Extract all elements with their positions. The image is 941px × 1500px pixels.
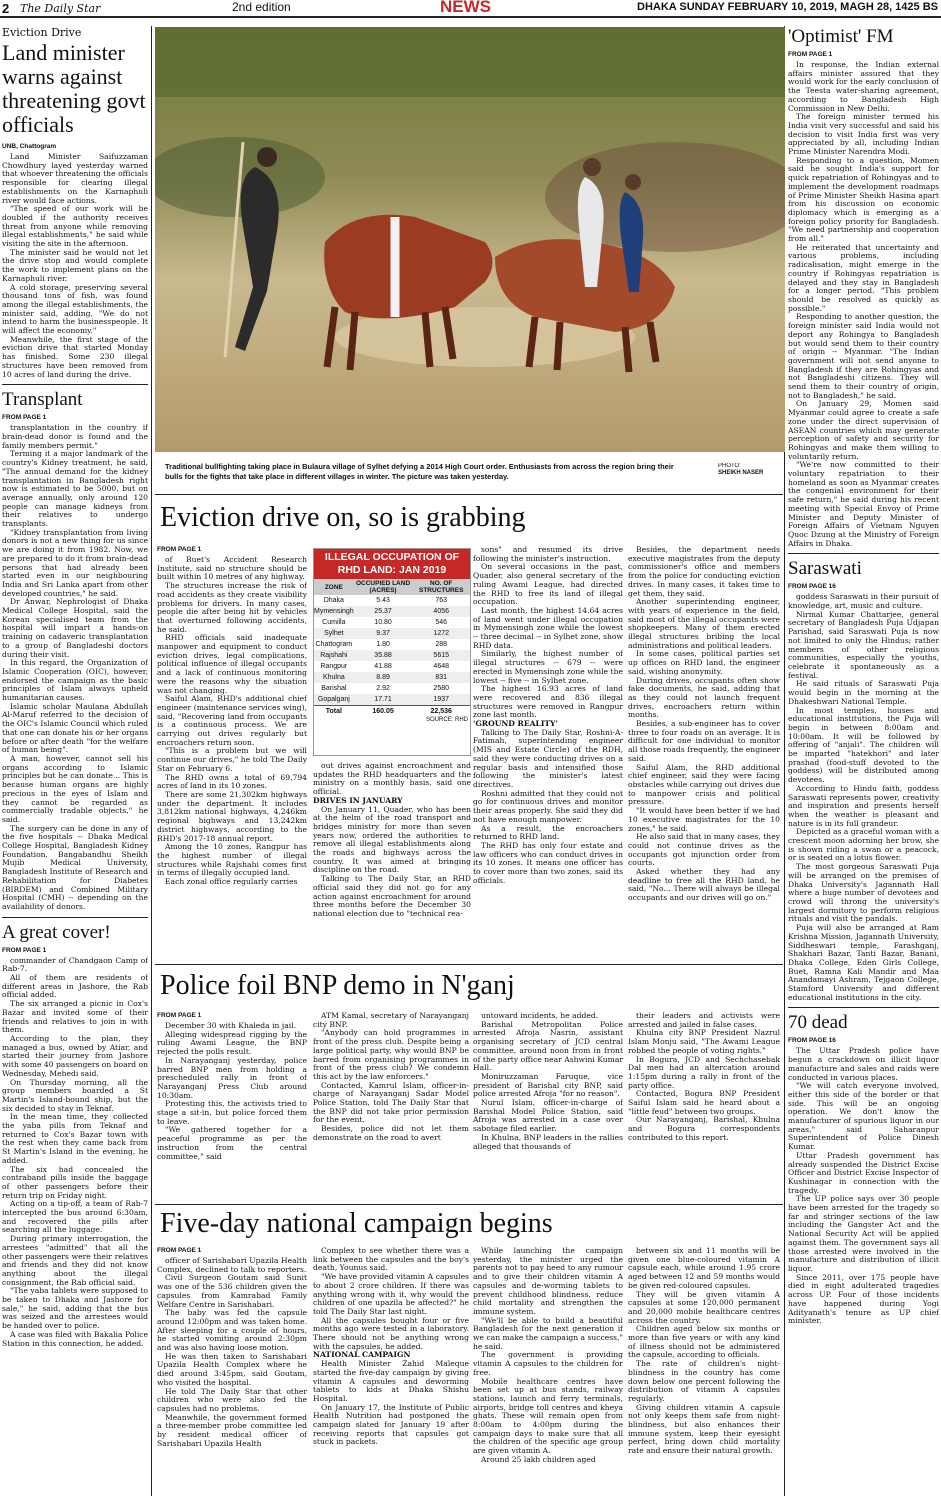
table-cell: 5.43: [376, 597, 390, 604]
paragraph: sons" and resumed its drive following the minister's instruction.: [473, 546, 623, 563]
paragraph: "The yaba tablets were supposed to be taken to Dhaka and Jashore for sale," he said, adding that the bus was seized and the arrestees would be handed over to police.: [2, 1286, 148, 1331]
table-row: [314, 606, 470, 617]
paragraph: Our Narayanganj, Barishal, Khulna and Bogura correspondents contributed to this report.: [628, 1115, 780, 1142]
paragraph: The highest 16.93 acres of land were recovered and 836 illegal structures were removed in Rangpur zone last month.: [473, 684, 623, 720]
paragraph: The six had concealed the contraband pills inside the baggage of other passengers before their return trip on Friday night.: [2, 1164, 148, 1200]
subhead: DRIVES IN JANUARY: [313, 795, 403, 805]
paragraph: In some cases, political parties set up offices on RHD land, the engineer said, wishing anonymity.: [628, 649, 780, 676]
table-cell: 2.92: [376, 685, 390, 692]
column-rule: [151, 26, 152, 1496]
paragraph: The Uttar Pradesh police have begun a crackdown on illicit liquor manufacture and sales and raids were conducted in various places.: [788, 1046, 939, 1082]
table-cell: 10.80: [374, 619, 392, 626]
story-headline: Land minister warns against threatening govt officials: [2, 40, 146, 137]
story-jump: FROM PAGE 1: [157, 1012, 202, 1019]
table-title: ILLEGAL OCCUPATION OF RHD LAND: JAN 2019: [314, 549, 470, 579]
paragraph: All the capsules bought four or five months ago were tested in a laboratory. There should not be anything wrong with the capsules, he added.: [313, 1315, 469, 1351]
table-cell: Chattogram: [315, 641, 353, 648]
story-kicker: Eviction Drive: [2, 26, 82, 39]
paragraph: "We have provided vitamin A capsules to about 2 crore children. If there was anything wrong with it, why would the children of one upazila be affected?" he told The Daily Star last night.: [313, 1272, 469, 1316]
table-row: [314, 672, 470, 683]
paragraph: transplantation in the country if brain-dead donor is found and the family members permit.": [2, 423, 148, 450]
story-body: [157, 556, 307, 887]
story-column: [628, 1012, 780, 1200]
newspaper-logo: The Daily Star: [20, 2, 101, 15]
paragraph: Meanwhile, the first stage of the eviction drive that started Monday has finished. Some 230 illegal structures have been removed from 10 acres of land during the drive.: [2, 334, 148, 379]
section-label: NEWS: [440, 0, 491, 16]
table-cell: Khulna: [314, 672, 354, 683]
paragraph: Health Minister Zahid Maleque started the five-day campaign by giving vitamin A capsules and deworming tablets to kids at Dhaka Shishu Hospital.: [313, 1359, 469, 1403]
paragraph: RHD officials said inadequate manpower and equipment to conduct eviction drives, legal complications, political influence of illegal occupants and a lack of continuous monitoring were the reasons why the situation was not changing.: [157, 633, 307, 695]
story-body: [788, 593, 939, 1002]
paragraph: While launching the campaign yesterday, the minister urged the parents not to pay heed to any rumour and to give their children vitamin A capsules and de-worming tablets to prevent childhood blindness, reduce child mortality and strengthen the immune system.: [473, 1247, 623, 1316]
paragraph: Protesting this, the activists tried to stage a sit-in, but police forced them to leave.: [157, 1099, 307, 1126]
table-cell: 35.88: [354, 650, 413, 661]
table-row: [314, 661, 470, 672]
story-headline: Police foil BNP demo in N'ganj: [160, 970, 515, 1001]
photo-credit-label: PHOTO:: [718, 463, 741, 469]
story-column: [628, 546, 780, 956]
table-cell: 8.89: [354, 672, 413, 683]
paragraph: The rate of children's night-blindness in the country has come down below one percent following the distribution of vitamin A capsules regularly.: [628, 1359, 780, 1403]
table-cell: 1937: [412, 694, 470, 706]
paragraph: Talking to The Daily Star, Roshni-A-Fatimah, superintending engineer (MIS and Estate Circle) of the RDH, said they were conducting drives on a regular basis and intensified those following the minister's latest directives.: [473, 727, 623, 789]
paragraph: "Kidney transplantation from living donors is not a new thing for us since we are doing it from 1982. Now, we are prepared to do it from brain-dead persons that had already been started even in our neighbouring India and Sri Lanka apart from other developed countries," he said.: [2, 527, 148, 598]
table-row: [314, 639, 470, 650]
table-cell: 2580: [433, 685, 449, 692]
paragraph: Land Minister Saifuzzaman Chowdhury layed yesterday warned that whoever threatening the officials responsible for clearing illegal establishments on the Karnaphuli river would face actions.: [2, 152, 148, 205]
paragraph: The foreign minister termed his India visit very successful and said his decision to visit India first was very appreciated by all, including Indian Prime Minister Narendra Modi.: [788, 112, 939, 157]
table-cell: Cumilla: [322, 619, 346, 626]
paragraph: Last month, the highest 14.64 acres of land went under illegal occupation in Mymensingh zone while the lowest -- three decimal -- in Sylhet zone, show RHD data.: [473, 605, 623, 650]
paragraph: Saiful Alam, RHD's additional chief engineer (maintenance services wing), said, "Recovering land from occupants is a continuous process. We are carrying out drives regularly but encroachers return soon.: [157, 694, 307, 747]
divider: [788, 553, 939, 554]
paragraph: Contacted, Bogura BNP President Saiful Islam said he heard about a "little feud" between two groups.: [628, 1089, 780, 1116]
story-headline: Transplant: [2, 389, 83, 411]
paragraph: There are some 21,302km highways under the department. It includes 3,812km national highways, 4,246km regional highways and 13,242km district highways, according to the RHD's 2017-18 annual report.: [157, 789, 307, 843]
table-total-row: [314, 706, 470, 718]
story-jump: FROM PAGE 16: [788, 583, 836, 591]
paragraph: their leaders and activists were arrested and jailed in false cases.: [628, 1012, 780, 1029]
table-cell: Gopalganj: [314, 694, 354, 706]
story-body: [788, 61, 939, 548]
paragraph: "We're now committed to their voluntary repatriation to their homeland as soon as Myanmar creates the congenial environment for their safe return," he said during his recent meeting with Special Envoy of Prime Minister and Deputy Minister of Foreign Affairs of Vietnam Nguyen Quoc Dzung at the Ministry of Foreign Affairs in Dhaka.: [788, 460, 939, 548]
paragraph: Depicted as a graceful woman with a crescent moon adorning her brow, she is shown riding a swan or a peacock, or is seated on a lotus flower.: [788, 827, 939, 863]
story-headline: Saraswati: [788, 558, 862, 580]
paragraph: Another superintending engineer, with years of experience in the field, said most of the illegal occupants were shopkeepers. Many of them erected illegal structures bribing the local administrations and political leaders.: [628, 597, 780, 650]
paragraph: of Buet's Accident Research Institute, said no structure should be built within 10 metres of any highway.: [157, 555, 307, 582]
paragraph: Responding to another question, the foreign minister said India would not deport any Rohingya to Bangladesh but would send them to their country of origin -- Myanmar. "The Indian government will not send anyone to Bangladesh if they are Rohingyas and not Bangladeshi citizens. They will send them to their country of origin, not to Bangladesh," he said.: [788, 312, 939, 400]
paragraph: goddess Saraswati in their pursuit of knowledge, art, music and culture.: [788, 592, 939, 611]
table-row: [314, 595, 470, 606]
paragraph: Roshni admitted that they could not go for continuous drives and monitor their areas properly. She said they did not have enough manpower.: [473, 788, 623, 824]
paragraph: commander of Chandgaon Camp of Rab-7.: [2, 955, 148, 974]
paragraph: On January 29, Momen said Myanmar could agree to create a safe zone under the direct supervision of ASEAN countries which may generate perception of safety and security for Rohingyas and make them willing to voluntarily return.: [788, 399, 939, 461]
divider: [788, 1007, 939, 1008]
table-row: [314, 617, 470, 628]
paragraph: Alleging widespread rigging by the ruling Awami League, the BNP rejected the polls result.: [157, 1029, 307, 1057]
paragraph: Puja will also be arranged at Ram Krishna Mission, Jagannath University, Siddheswari temple, Farashganj, Shakhari Bazar, Tanti Bazar, Banani, Dhaka College, Eden Girls College, Buet, Ramna Kali Mandir and Maa Anandamayi Ashram, Tejgaon College, Stamford University and different educational institutions in the city.: [788, 923, 939, 1002]
story-body: [313, 1360, 469, 1447]
story-body: [2, 424, 148, 911]
paragraph: Children aged below six months or more than five years or with any kind of illness should not be administered the capsule, according to officials.: [628, 1324, 780, 1360]
paragraph: Uttar Pradesh government has already suspended the District Excise Officer and District Excise Inspector of Kushinagar in connection with the tragedy.: [788, 1150, 939, 1195]
story-jump: FROM PAGE 1: [157, 1247, 202, 1254]
story-body: [628, 1247, 780, 1456]
paragraph: Besides, police did not let them demonstrate on the road to avert: [313, 1124, 469, 1142]
story-headline: A great cover!: [2, 921, 111, 943]
story-column: [157, 1012, 307, 1200]
table-cell: 22,536: [412, 706, 470, 718]
story-column: [313, 1012, 469, 1200]
paragraph: Among the 10 zones, Rangpur has the highest number of illegal structures while Rajshahi comes first in terms of illegally occupied land.: [157, 842, 307, 878]
story-body: [473, 1012, 623, 1151]
paragraph: In the mean time, they collected the yaba pills from Teknaf and returned to Cox's Bazar town with the rest when they came back from St Martin's Island in the evening, he added.: [2, 1112, 148, 1165]
photo-credit: [718, 463, 763, 477]
paragraph: He reiterated that uncertainty and various problems, including radicalisation, might emerge in the country if Rohingyas repatriation is delayed and they stay in Bangladesh for a longer period. "This problem should be resolved as quickly as possible.": [788, 242, 939, 313]
paragraph: between six and 11 months will be given one blue-coloured vitamin A capsule each, while around 1.95 crore aged between 12 and 59 months would be given red-coloured capsules.: [628, 1247, 780, 1290]
table-cell: Total: [314, 706, 354, 718]
paragraph: Moniruzzaman Faruque, vice president of Barishal city BNP, said police arrested Afroja "for no reason".: [473, 1071, 623, 1099]
paragraph: The UP police says over 30 people have been arrested for the tragedy so far and stringer sections of the law including the Gangster Act and the National Security Act will be applied against them. The government says all those arrested were involved in the manufacture and distribution of illicit liquor.: [788, 1194, 939, 1273]
table-cell: 25.37: [354, 606, 413, 617]
paragraph: Giving children vitamin A capsule not only keeps them safe from night-blindness, but also enhances their immune system, keep their eyesight perfect, bring down child mortality rate and ensure their natural growth.: [628, 1402, 780, 1456]
paragraph: He said rituals of Saraswati Puja would begin in the morning at the Dhakeshwari National Temple.: [788, 679, 939, 706]
table-cell: 9.37: [354, 628, 413, 639]
table-cell: Rangpur: [320, 663, 348, 670]
paragraph: Nirmal Kumar Chattarjee, general secretary of Bangladesh Puja Udjapan Parishad, said Saraswati Puja is now not limited to only the Hindus; rather members of other religious communities, especially the youths, celebrate it spontaneously as a festival.: [788, 609, 939, 680]
paragraph: They will be given vitamin A capsules at some 120,000 permanent and 20,000 mobile healthcare centres across the country.: [628, 1289, 780, 1325]
story-jump: FROM PAGE 1: [2, 414, 47, 422]
paragraph: The surgery can be done in any of the five hospitals -- Dhaka Medical College Hospital, Bangladesh Kidney Foundation, Bangabandhu Sheikh Mujib Medical University, Bangladesh Institute of Research and Rehabilitation for Diabetes (BIRDEM) and Combined Military Hospital (CMH) -- depending on the availability of donors.: [2, 823, 148, 911]
story-column: [473, 1012, 623, 1200]
story-body: [2, 957, 148, 1349]
paragraph: In Narayanganj yesterday, police barred BNP men from holding a prescheduled rally in front of Narayanganj Press Club around 10:30am.: [157, 1055, 307, 1100]
table-cell: Rajshahi: [314, 650, 354, 661]
paragraph: The six arranged a picnic in Cox's Bazar and invited some of their friends and relatives to join in with them.: [2, 999, 148, 1035]
paragraph: "We will catch everyone involved, either this side of the border or that side. This will be an ongoing operation. We don't know the manufacturer of spurious liquor in our areas," said Saharanpur Superintendent of Police Dinesh Kumar.: [788, 1081, 939, 1152]
paragraph: Besides, a sub-engineer has to cover three to four roads on an average. It is difficult for one individual to monitor all those roads frequently, the engineer said.: [628, 719, 780, 763]
story-body: [313, 1012, 469, 1143]
paragraph: The RHD has only four estate and law officers who can conduct drives in its 10 zones. It means one officer has to cover more than two zones, said its officials.: [473, 840, 623, 885]
photo-credit-name: SHEIKH NASER: [718, 470, 764, 476]
story-headline: 'Optimist' FM: [788, 26, 894, 47]
paragraph: In Khulna, BNP leaders in the rallies alleged that thousands of: [473, 1132, 623, 1151]
table-cell: 1272: [412, 628, 470, 639]
paragraph: According to the plan, they managed a bus, owned by Atiar, and started their journey from Jashore with some 40 passengers on board on Wednesday, Mehedi said.: [2, 1033, 148, 1078]
paragraph: The minister said he would not let the drive stop and would complete the work to implement plans on the Karnaphuli river.: [2, 247, 148, 283]
divider: [2, 384, 148, 385]
paragraph: The baby was fed the capsule around 12:00pm and was taken home. After sleeping for a couple of hours, he started vomiting around 2:30pm and was also having loose motion.: [157, 1308, 307, 1353]
paragraph: December 30 with Khaleda in jail.: [165, 1021, 296, 1030]
story-body: [313, 762, 471, 797]
paragraph: Similarly, the highest number of illegal structures -- 679 -- were erected in Mymensingh zone while the lowest -- five -- in Sylhet zone.: [473, 649, 623, 685]
table-cell: 4648: [433, 663, 449, 670]
paragraph: "This is a problem but we will continue our drives," he told The Daily Star on February 6.: [157, 746, 307, 773]
paragraph: A cold storage, preserving several thousand tons of fish, was found among the illegal establishments, the minister said, adding, "We do not intend to harm the businesspeople. It will affect the economy.": [2, 282, 148, 336]
paragraph: Dr Anwar, Nephrologist of Dhaka Medical College Hospital, said the Korean specialised team from the hospital will impart a hands-on training on cadaveric transplantation to a group of Bangladeshi doctors during their visit.: [2, 597, 148, 659]
story-body: [628, 546, 780, 903]
paragraph: ATM Kamal, secretary of Narayanganj city BNP.: [313, 1012, 469, 1029]
story-body: [313, 806, 471, 919]
paragraph: Responding to a question, Momen said he sought India's support for quick repatriation of Rohingyas and to implement the development roadmaps of Prime Minister Sheikh Hasina apart from his discussion on economic diplomacy which is emerging as a foreign policy priority for Bangladesh. "We need partnership and cooperation from all.": [788, 155, 939, 244]
paragraph: Complex to see whether there was a link between the capsules and the boy's death, Younus said.: [313, 1247, 469, 1273]
paragraph: The government is providing vitamin A capsules to the children for free.: [473, 1350, 623, 1377]
story-column: [157, 546, 307, 956]
page-number: 2: [2, 1, 10, 16]
bullfight-photo: [155, 27, 785, 452]
paragraph: He was then taken to Sarishabari Upazila Health Complex where he died around 3:45pm, said Goutam, who visited the hospital.: [157, 1351, 307, 1387]
story-jump: FROM PAGE 1: [157, 546, 202, 553]
story-jump: FROM PAGE 16: [788, 1037, 836, 1045]
edition-label: 2nd edition: [232, 0, 291, 14]
paragraph: Civil Surgeon Goutam said Sunit was one of the 536 children given the capsules from Kamrabad Family Welfare Centre in Sarishabari.: [157, 1273, 307, 1309]
paragraph: On January 11, Quader, who has been at the helm of the road transport and bridges ministry for more than seven years now, ordered the authorities to remove all illegal establishments along the roads and highways across the country. It was aimed at bringing discipline on the road.: [313, 804, 471, 875]
paragraph: Khulna city BNP President Nazrul Islam Monju said, "The Awami League robbed the people of voting rights.": [628, 1028, 780, 1055]
table-cell: Sylhet: [314, 628, 354, 639]
paragraph: Contacted, Kamrul Islam, officer-in-charge of Narayanganj Sadar Model Police Station, told The Daily Star that the BNP did not take prior permission for the event.: [313, 1080, 469, 1125]
story-jump: FROM PAGE 1: [788, 51, 833, 58]
table-header-cell: ZONE: [314, 579, 354, 595]
table-header-cell: NO. OF STRUCTURES: [412, 579, 470, 595]
story-column: [473, 1247, 623, 1497]
table-header-cell: OCCUPIED LAND (ACRES): [354, 579, 413, 595]
divider: [155, 1204, 783, 1205]
story-body: [473, 546, 623, 720]
table-row: [314, 683, 470, 694]
paragraph: The RHD owns a total of 69,794 acres of land in its 10 zones.: [157, 772, 307, 791]
paragraph: Barishal Metropolitan Police arrested Afroja Nasrin, assistant organising secretary of JCD central committee, around noon from in front of the party office near Ashwini Kumar Hall.: [473, 1019, 623, 1073]
paragraph: Mobile healthcare centres have been set up at bus stands, railway stations, launch and ferry terminals, airports, bridge toll centres and kheya ghats. These will remain open from 8:00am to 4:00pm during the campaign days to make sure that all the children of the specific age group are given vitamin A.: [473, 1376, 623, 1456]
masthead-strip: [0, 0, 941, 18]
issue-date: DHAKA SUNDAY FEBRUARY 10, 2019, MAGH 28, 1425 BS: [637, 1, 938, 13]
paragraph: "We gathered together for a peaceful programme as per the instruction from the central committee," said: [157, 1125, 307, 1161]
paragraph: "The speed of our work will be doubled if the authority receives threat from anyone while removing illegal establishments," he said while visiting the site in the afternoon.: [2, 204, 148, 249]
paragraph: Asked whether they had any deadline to free all the RHD land, he said, "No... There will always be illegal occupants and our drives will go on.": [628, 867, 780, 903]
rhd-occupation-table: [313, 548, 471, 756]
story-body: [473, 729, 623, 886]
story-column: [473, 546, 623, 956]
paragraph: Acting on a tip-off, a team of Rab-7 intercepted the bus around 6:30am, and recovered the pills after searching all the luggage.: [2, 1199, 148, 1235]
story-column: [313, 762, 471, 958]
paragraph: officer of Sarishabari Upazila Health Complex, declined to talk to reporters.: [157, 1256, 307, 1274]
story-body: [628, 1012, 780, 1143]
paragraph: Islamic scholar Maulana Abdullah Al-Maruf referred to the decision of the OIC's Islamic Council which ruled that one can donate his or her organs before or after death "for the welfare of human being".: [2, 701, 148, 755]
subhead: 'GROUND REALITY': [473, 719, 558, 729]
paragraph: Around 25 lakh children aged: [481, 1454, 596, 1464]
story-headline: Eviction drive on, so is grabbing: [160, 502, 526, 533]
paragraph: The most gorgeous Saraswati Puja will be arranged on the premises of Dhaka University's Jagannath Hall where a huge number of devotees and crowd will throng the university's largest dormitory to perform religious rituals and visit the pandals.: [788, 862, 939, 924]
story-column: [628, 1247, 780, 1497]
paragraph: On Thursday morning, all the group members boarded a St Martin's Island-bound ship, but the six decided to stay in Teknaf.: [2, 1077, 148, 1113]
paragraph: Terming it a major landmark of the country's Kidney treatment, he said, "The annual demand for the kidney transplantation in Bangladesh right now is estimated to be 5000, but on average annually, only around 120 people can manage kidneys from their relatives to undergo transplants.: [2, 449, 148, 529]
paragraph: As a result, the encroachers returned to RHD land.: [473, 823, 623, 842]
paragraph: According to Hindu faith, goddess Saraswati represents power, creativity and inspiration and presents herself when the weather is pleasant and nature is in its full grandeur.: [788, 783, 939, 828]
left-column: [2, 26, 148, 1498]
story-body: [157, 1022, 307, 1161]
paragraph: Besides, the department needs executive magistrates from the deputy commissioner's office and members from the police for conducting eviction drives. In many cases, it takes time to get them, they said.: [628, 546, 780, 598]
bullfight-photo-illustration: [155, 27, 785, 452]
table-source: SOURCE: RHD: [425, 717, 468, 723]
paragraph: A man, however, cannot sell his organs according to Islamic principles but he can donate... This is because human organs are highly precious in the eyes of Islam and they cannot be regarded as commercially tradable objects," he said.: [2, 754, 148, 824]
paragraph: Meanwhile, the government formed a three-member probe committee led by resident medical officer of Sarishabari Upazila Health: [157, 1412, 307, 1448]
divider: [2, 917, 148, 918]
paragraph: "Anybody can hold programmes in front of the press club. Despite being a large political party, why would BNP be barred from organising programmes in front of the press club? We condemn this act by the law enforcers.": [313, 1028, 469, 1081]
paragraph: Nurul Islam, officer-in-charge of Barishal Model Police Station, said Afroja was arrested in a case over sabotage filed earlier.: [473, 1098, 623, 1134]
paragraph: In response, the Indian external affairs minister assured that they would work for the early conclusion of the Teesta water-sharing agreement, according to Bangladesh High Commission in New Delhi.: [788, 60, 939, 113]
table-row: [314, 650, 470, 661]
table-cell: 17.71: [354, 694, 413, 706]
table-cell: Dhaka: [323, 597, 344, 604]
divider: [155, 494, 783, 495]
photo-caption: Traditional bullfighting taking place in Bulaura village of Sylhet defying a 2014 High Court order. Enthusiasts from across the region bring their bulls for the fights that take place in different villages in winter. The picture was taken yesterday.: [165, 462, 674, 481]
table-row: [314, 628, 470, 639]
divider: [155, 964, 783, 965]
paragraph: Each zonal office regularly carries: [165, 877, 298, 887]
paragraph: During primary interrogation, the arrestees "admitted" that all the other passengers were their relatives and friends and they did not know anything about the illegal consignment, the Rab official said.: [2, 1234, 148, 1287]
table-cell: 288: [435, 641, 448, 648]
paragraph: Since 2011, over 175 people have died in eight adulterated tragedies across UP. Four of those incidents have happened during Yogi Adityanath's tenure as UP chief minister.: [788, 1272, 939, 1326]
table-cell: 4056: [412, 606, 470, 617]
story-body: [473, 1247, 623, 1465]
table-cell: 763: [435, 597, 448, 604]
paragraph: On several occasions in the past, Quader, also general secretary of the ruling Awami League, had directed the RHD to free its land of illegal occupation.: [473, 562, 623, 607]
paragraph: In this regard, the Organization of Islamic Cooperation (OIC), however, endorsed the campaign as the basic principles of Islam always upheld humanitarian causes.: [2, 658, 148, 703]
story-body: [157, 1257, 307, 1448]
story-body: [313, 1247, 469, 1351]
story-headline: Five-day national campaign begins: [160, 1208, 553, 1239]
table-cell: 5615: [412, 650, 470, 661]
paragraph: "It would have been better if we had 10 executive magistrates for the 10 zones," he said.: [628, 806, 780, 833]
story-headline: 70 dead: [788, 1012, 848, 1034]
story-jump: FROM PAGE 1: [2, 946, 47, 954]
subhead: NATIONAL CAMPAIGN: [313, 1350, 411, 1360]
right-column: [788, 26, 939, 1498]
paragraph: On January 17, the Institute of Public Health Nutrition had postponed the campaign slated for January 19 after receiving reports that capsules got stuck in packets.: [313, 1402, 469, 1447]
paragraph: untoward incidents, he added.: [481, 1012, 599, 1020]
paragraph: All of them are residents of different areas in Jashore, the Rab official added.: [2, 973, 148, 1000]
paragraph: "We'll be able to build a beautiful Bangladesh for the next generation if we can make the campaign a success," he said.: [473, 1315, 623, 1351]
paragraph: out drives against encroachment and updates the RHD headquarters and the ministry on a monthly basis, said one official.: [313, 762, 471, 797]
paragraph: During drives, occupants often show fake documents, he said, adding that as they could not launch frequent drives, encroachers return within months.: [628, 675, 780, 720]
story-byline: UNB, Chattogram: [2, 143, 57, 150]
table-cell: 831: [412, 672, 470, 683]
paragraph: A case was filed with Bakalia Police Station in this connection, he added.: [2, 1329, 148, 1348]
table-row: [314, 694, 470, 706]
table-cell: 160.05: [354, 706, 413, 718]
paragraph: Talking to The Daily Star, an RHD official said they did not go for any action against encroachment for around three months before the December 30 national election due to "technical rea-: [313, 874, 471, 918]
table-cell: Mymensingh: [314, 608, 354, 615]
paragraph: Saiful Alam, the RHD additional chief engineer, said they were facing obstacles while carrying out drives due to manpower crisis and political pressure.: [628, 762, 780, 807]
table-cell: Barishal: [321, 685, 347, 692]
paragraph: In most temples, houses and educational institutions, the Puja will begin in between 8:00am and 10:00am. It will be followed by offering of "anjali". The children will be imparted "hatekhori" and later prashad (food-stuff devoted to the goddess) will be distributed among devotees.: [788, 705, 939, 785]
paragraph: In Bogura, JCD and Sechchasebak Dal men had an altercation around 1:15pm during a rally in front of the party office.: [628, 1054, 780, 1090]
paragraph: He also said that in many cases, they could not continue drives as the occupants got injunction order from courts.: [628, 832, 780, 868]
paragraph: The structures increase the risk of road accidents as they create visibility problems for drivers. In many cases, people die after being hit by vehicles that overturned following accidents, he said.: [157, 581, 307, 634]
story-body: [788, 1047, 939, 1326]
story-body: [2, 153, 148, 379]
story-column: [157, 1247, 307, 1497]
occupation-table: [314, 579, 470, 717]
table-cell: 41.88: [374, 663, 392, 670]
story-column: [313, 1247, 469, 1497]
paragraph: He told The Daily Star that other children who were also fed the capsules had no problems.: [157, 1386, 307, 1413]
table-cell: 1.80: [376, 641, 390, 648]
table-cell: 546: [435, 619, 448, 626]
